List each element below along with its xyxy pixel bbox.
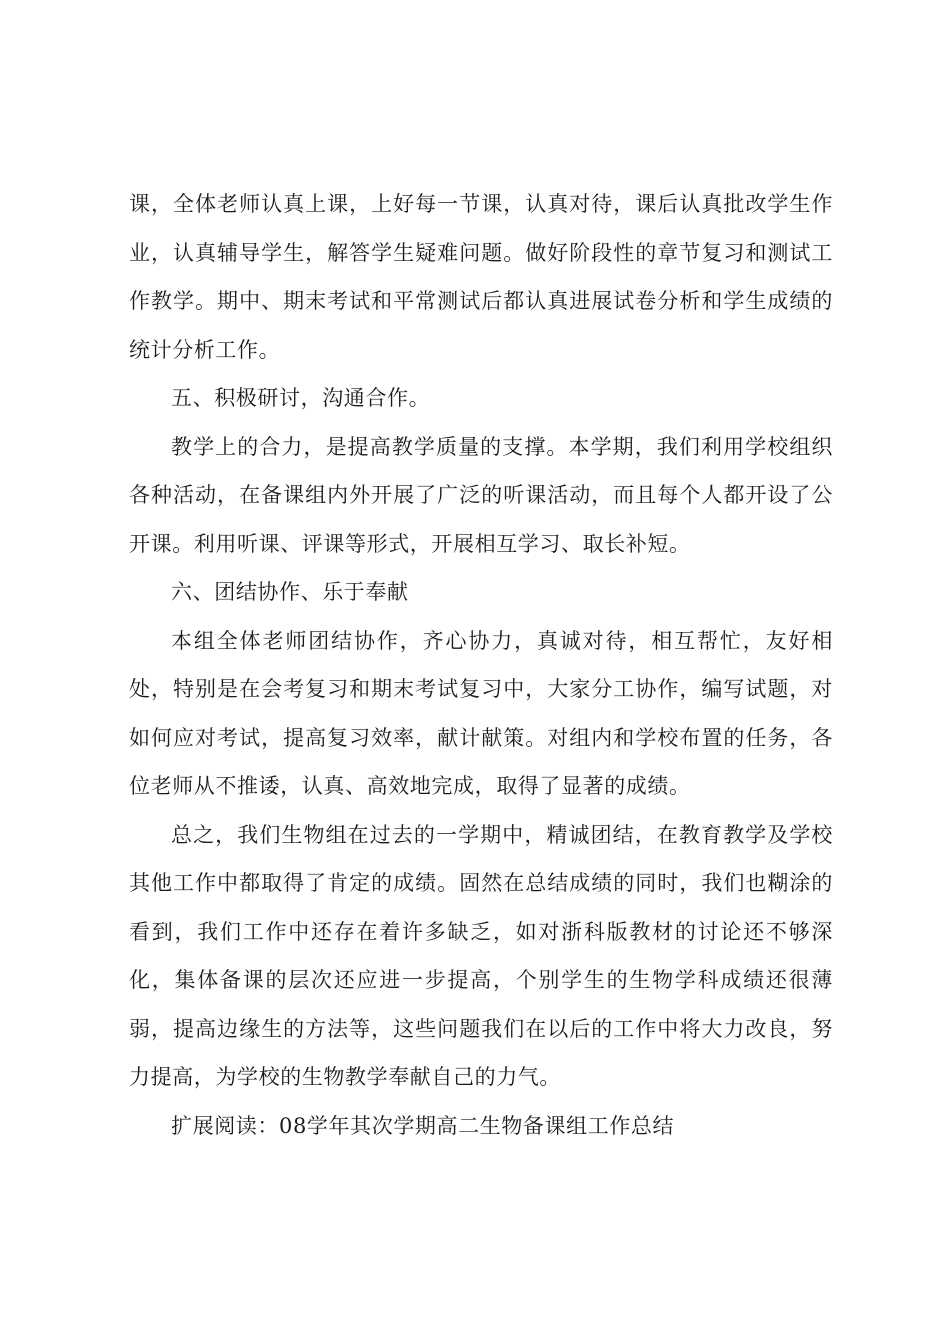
extended-reading-line: 扩展阅读：08学年其次学期高二生物备课组工作总结	[171, 1113, 675, 1138]
document-body	[129, 180, 833, 1150]
paragraph-teamwork: 本组全体老师团结协作，齐心协力，真诚对待，相互帮忙，友好相处，特别是在会考复习和期末考试复习中，大家分工协作，编写试题，对如何应对考试，提高复习效率，献计献策。对组内和学校布置的任务，各位老师从不推诿，认真、高效地完成，取得了显著的成绩。	[129, 628, 833, 798]
paragraph-summary: 总之，我们生物组在过去的一学期中，精诚团结，在教育教学及学校其他工作中都取得了肯定的成绩。固然在总结成绩的同时，我们也糊涂的看到，我们工作中还存在着许多缺乏，如对浙科版教材的讨论还不够深化，集体备课的层次还应进一步提高，个别学生的生物学科成绩还很薄弱，提高边缘生的方法等，这些问题我们在以后的工作中将大力改良，努力提高，为学校的生物教学奉献自己的力气。	[129, 822, 833, 1089]
section-heading-five: 五、积极研讨，沟通合作。	[171, 386, 431, 410]
paragraph-continuation: 课，全体老师认真上课，上好每一节课，认真对待，课后认真批改学生作业，认真辅导学生，解答学生疑难问题。做好阶段性的章节复习和测试工作教学。期中、期末考试和平常测试后都认真进展试卷分析和学生成绩的统计分析工作。	[129, 192, 833, 362]
paragraph-collaboration: 教学上的合力，是提高教学质量的支撑。本学期，我们利用学校组织各种活动，在备课组内外开展了广泛的听课活动，而且每个人都开设了公开课。利用听课、评课等形式，开展相互学习、取长补短。	[129, 434, 833, 556]
section-heading-six: 六、团结协作、乐于奉献	[171, 580, 409, 604]
